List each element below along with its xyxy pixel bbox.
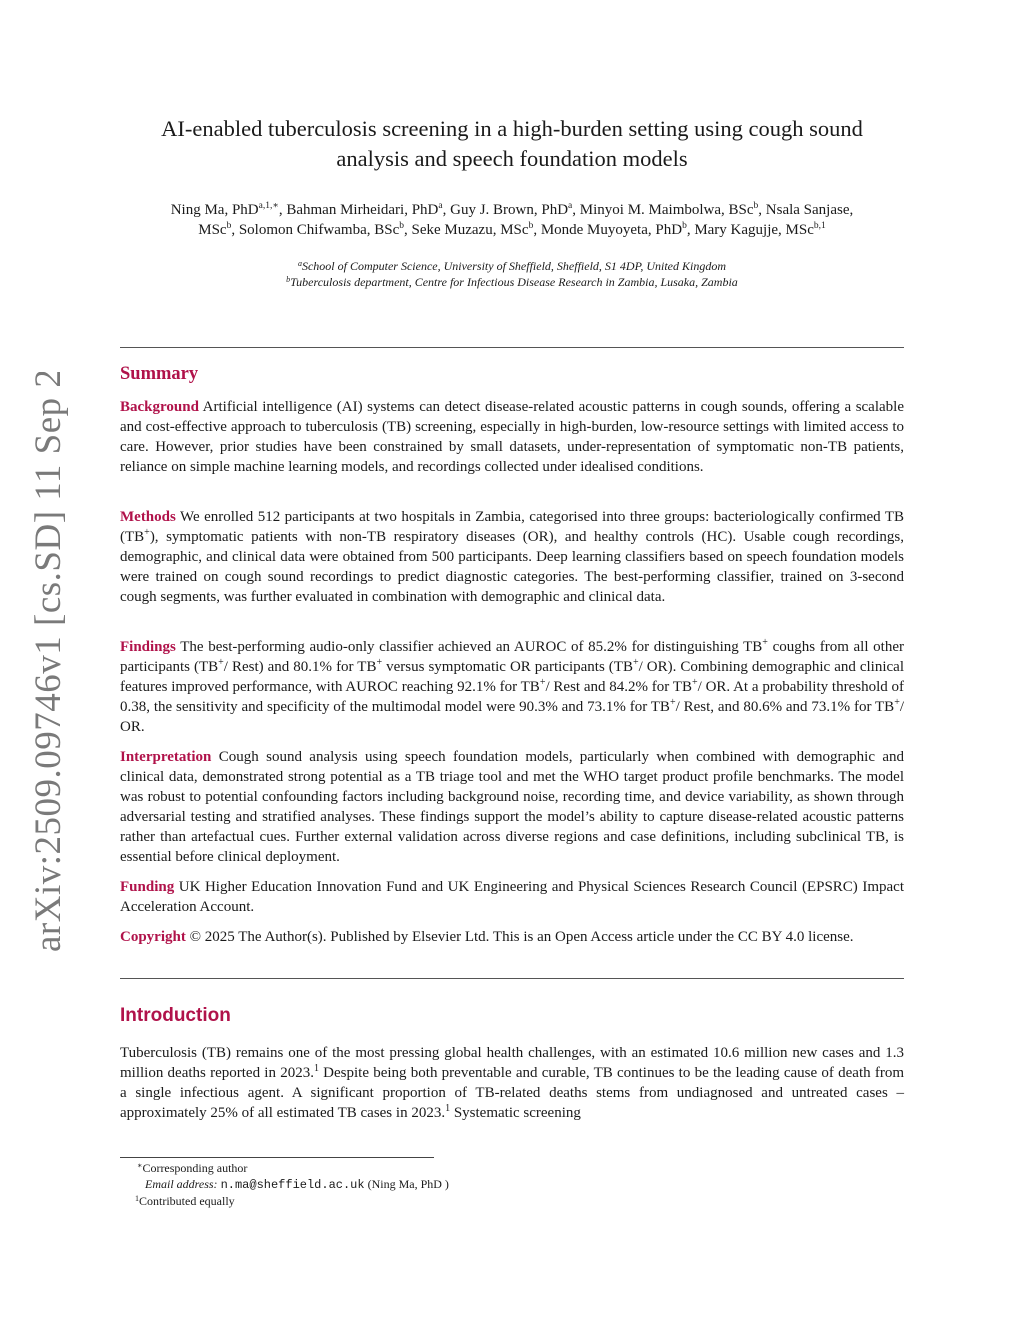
author-affil-mark: b	[682, 221, 687, 231]
affil-mark-b: b	[286, 275, 291, 284]
introduction-heading: Introduction	[120, 1005, 231, 1026]
summary-background	[120, 397, 904, 477]
background-text: Artificial intelligence (AI) systems can detect disease-related acoustic patterns in cough sounds, offering a scalable and cost-effective approach to tuberculosis (TB) screening, especially in high-burden, low-resource settings with limited access to care. However, prior studies have been constrained by small datasets, under-representation of symptomatic non-TB patients, reliance on simple machine learning models, and recordings collected under idealised conditions.	[120, 399, 904, 475]
plus-mark: +	[762, 637, 768, 648]
footnote-rule	[120, 1157, 434, 1158]
author-list	[120, 200, 904, 240]
citation-ref[interactable]: 1	[313, 1063, 319, 1074]
plus-mark: +	[144, 527, 150, 538]
author-name: , Seke Muzazu, MSc	[404, 222, 529, 238]
author-name: , Solomon Chifwamba, BSc	[231, 222, 400, 238]
author-name: Ning Ma, PhD	[170, 202, 259, 218]
author-name: , Guy J. Brown, PhD	[442, 202, 569, 218]
summary-top-rule	[120, 347, 904, 348]
findings-text: / Rest and 84.2% for TB	[545, 679, 692, 695]
intro-text: Systematic screening	[450, 1105, 581, 1121]
summary-bottom-rule	[120, 978, 904, 979]
author-affil-mark: b,1	[813, 221, 826, 231]
author-affil-mark: b	[399, 221, 404, 231]
author-name: , Mary Kagujje, MSc	[686, 222, 814, 238]
copyright-text: © 2025 The Author(s). Published by Elsevier Ltd. This is an Open Access article under the CC BY 4.0 license.	[185, 929, 854, 945]
title-line-2: analysis and speech foundation models	[336, 146, 688, 171]
affil-mark-a: a	[297, 259, 302, 268]
author-name: , Nsala Sanjase,	[758, 202, 854, 218]
findings-text: / OR. At a probability threshold of 0.38, the sensitivity and specificity of the multimodal model were 90.3% and 73.1% for TB	[120, 679, 905, 715]
email-link[interactable]: n.ma@sheffield.ac.uk	[220, 1178, 365, 1192]
summary-copyright	[120, 927, 904, 947]
summary-heading: Summary	[120, 364, 199, 384]
affiliations	[120, 258, 904, 290]
plus-mark: +	[632, 657, 639, 668]
affiliation-b	[120, 274, 904, 290]
author-affil-mark: b	[528, 221, 534, 231]
summary-interpretation	[120, 747, 904, 867]
arxiv-side-stamp	[20, 372, 76, 952]
footnote-mark: ∗	[137, 1161, 143, 1170]
background-label: Background	[120, 399, 199, 415]
findings-text: / OR). Combining demographic and clinical features improved performance, with AUROC reaching 92.1% for TB	[120, 659, 904, 695]
methods-text: We enrolled 512 participants at two hospitals in Zambia, categorised into three groups: bacteriologically confirmed TB (TB	[120, 509, 904, 545]
author-degree: MSc	[198, 222, 227, 238]
findings-text: coughs from all other participants (TB	[120, 639, 904, 675]
footnotes	[137, 1160, 449, 1209]
author-affil-mark: a	[568, 201, 573, 211]
funding-text: UK Higher Education Innovation Fund and UK Engineering and Physical Sciences Research Council (EPSRC) Impact Acceleration Account.	[120, 879, 904, 915]
arxiv-id-text: arXiv:2509.09746v1 [cs.SD] 11 Sep 2025	[28, 372, 69, 952]
plus-mark: +	[691, 677, 698, 688]
author-affil-mark: a	[438, 201, 443, 211]
affil-text-b: Tuberculosis department, Centre for Infectious Disease Research in Zambia, Lusaka, Zambia	[290, 275, 738, 289]
funding-label: Funding	[120, 879, 175, 895]
interpretation-label: Interpretation	[120, 749, 212, 765]
author-affil-mark: b	[226, 221, 232, 231]
methods-label: Methods	[120, 509, 176, 525]
arxiv-stamp-svg	[20, 372, 76, 952]
footnote-mark: 1	[135, 1194, 139, 1203]
email-owner: (Ning Ma, PhD )	[364, 1177, 449, 1191]
plus-mark: +	[669, 697, 676, 708]
author-name: , Minyoi M. Maimbolwa, BSc	[572, 202, 754, 218]
intro-text: Despite being both preventable and curable, TB continues to be the leading cause of death from a single infectious agent. A significant proportion of TB-related deaths stems from undiagnosed and untreated cases – approximately 25% of all estimated TB cases in 2023.	[120, 1065, 904, 1121]
summary-findings	[120, 637, 904, 737]
plus-mark: +	[894, 697, 900, 708]
title-line-1: AI-enabled tuberculosis screening in a high-burden setting using cough sound	[161, 116, 863, 141]
footnote-equal	[135, 1193, 449, 1209]
footnote-corresponding	[137, 1160, 449, 1176]
footnote-text: Corresponding author	[142, 1161, 248, 1175]
author-affil-mark: b	[753, 201, 759, 211]
plus-mark: +	[539, 677, 546, 688]
summary-funding	[120, 877, 904, 917]
citation-ref[interactable]: 1	[445, 1103, 451, 1114]
findings-text: versus symptomatic OR participants (TB	[382, 659, 633, 675]
findings-text: / Rest, and 80.6% and 73.1% for TB	[675, 699, 895, 715]
summary-methods	[120, 507, 904, 607]
introduction-paragraph	[120, 1043, 904, 1123]
footnote-text: Contributed equally	[139, 1194, 235, 1208]
interpretation-text: Cough sound analysis using speech foundation models, particularly when combined with demographic and clinical data, demonstrated strong potential as a TB triage tool and met the WHO target product profile benchmarks. The model was robust to potential confounding factors including background noise, recording time, and device variability, as shown through adversarial testing and stratified analyses. These findings support the model’s ability to capture disease-related acoustic patterns rather than artefactual cues. Further external validation across diverse regions and case definitions, including subclinical TB, is essential before clinical deployment.	[120, 749, 904, 865]
findings-text: / Rest) and 80.1% for TB	[223, 659, 377, 675]
copyright-label: Copyright	[120, 929, 186, 945]
author-name: , Bahman Mirheidari, PhD	[278, 202, 439, 218]
footnote-email	[137, 1176, 449, 1193]
paper-title	[120, 114, 904, 174]
methods-text: ), symptomatic patients with non-TB respiratory diseases (OR), and healthy controls (HC). Usable cough recordings, demographic, and clinical data were obtained from 500 participants. Deep learning classifiers based on speech foundation models were trained on cough sound recordings to predict diagnostic categories. The best-performing classifier, trained on 3-second cough segments, was further evaluated in combination with demographic and clinical data.	[120, 529, 904, 605]
plus-mark: +	[376, 657, 383, 668]
plus-mark: +	[218, 657, 224, 668]
findings-text: The best-performing audio-only classifier achieved an AUROC of 85.2% for distinguishing TB	[175, 639, 763, 655]
findings-label: Findings	[120, 639, 176, 655]
affiliation-a	[120, 258, 904, 274]
intro-text: Tuberculosis (TB) remains one of the most pressing global health challenges, with an estimated 10.6 million new cases and 1.3 million deaths reported in 2023.	[120, 1045, 904, 1081]
affil-text-a: School of Computer Science, University of Sheffield, Sheffield, S1 4DP, United Kingdom	[301, 259, 727, 273]
author-name: , Monde Muyoyeta, PhD	[533, 222, 683, 238]
findings-text: / OR.	[120, 699, 904, 735]
author-affil-mark: a,1,∗	[258, 201, 279, 211]
email-label: Email address:	[145, 1177, 218, 1191]
